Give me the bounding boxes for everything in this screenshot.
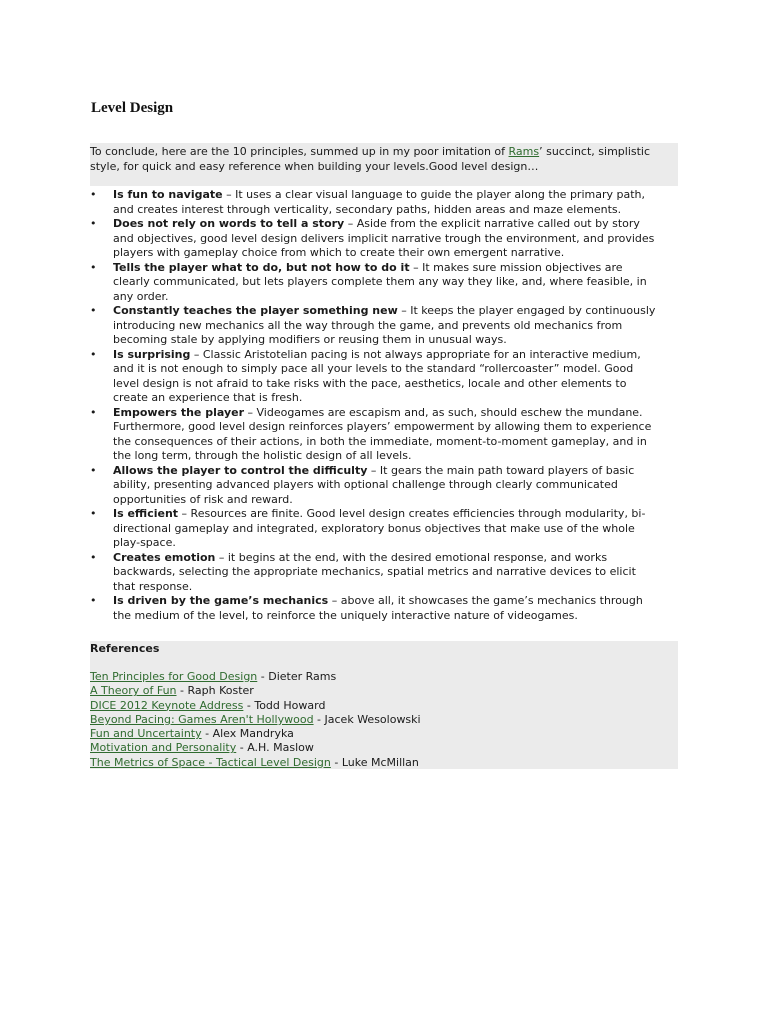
intro-text-before: To conclude, here are the 10 principles, summed up in my poor imitation of xyxy=(90,145,509,158)
rams-link[interactable]: Rams xyxy=(508,145,540,158)
reference-link[interactable]: Fun and Uncertainty xyxy=(90,727,202,741)
principle-title: Is efficient xyxy=(113,507,179,520)
principle-text: – Resources are finite. Good level design creates efficiencies through modularity, bi-directional gameplay and integrated, exploratory bonus objectives that make use of the whole play-space. xyxy=(113,507,646,549)
reference-author: - A.H. Maslow xyxy=(236,741,314,755)
bullet-icon: • xyxy=(90,304,97,317)
principle-text: – above all, it showcases the game’s mechanics through the medium of the level, to reinforce the uniquely interactive nature of videogames. xyxy=(113,594,643,622)
principle-title: Tells the player what to do, but not how to do it xyxy=(113,260,410,274)
bullet-icon: • xyxy=(90,463,97,477)
principle-text: – It gears the main path toward players of basic ability, presenting advanced players with optional challenge through clearly communicated opportunities of risk and reward. xyxy=(113,463,635,506)
reference-author: - Luke McMillan xyxy=(330,755,419,769)
principle-item xyxy=(90,260,656,305)
principle-item xyxy=(90,463,656,508)
references-heading: References xyxy=(90,642,160,655)
principles-list xyxy=(0,188,768,623)
principle-item xyxy=(90,217,656,261)
reference-item xyxy=(90,699,421,713)
principle-title: Is driven by the game’s mechanics xyxy=(113,594,329,607)
reference-author: - Raph Koster xyxy=(176,684,254,698)
bullet-icon: • xyxy=(90,405,97,419)
page-title: Level Design xyxy=(91,100,174,116)
principle-title: Allows the player to control the difficulty xyxy=(113,463,368,477)
intro-paragraph xyxy=(90,143,678,186)
reference-link[interactable]: A Theory of Fun xyxy=(90,684,177,698)
principle-title: Constantly teaches the player something new xyxy=(113,304,398,317)
reference-author: - Dieter Rams xyxy=(257,670,337,683)
principle-item xyxy=(90,594,656,623)
principle-title: Is fun to navigate xyxy=(113,188,223,201)
references-section xyxy=(90,641,678,769)
principle-text: – It uses a clear visual language to guide the player along the primary path, and creates interest through verticality, secondary paths, hidden areas and maze elements. xyxy=(113,188,645,216)
reference-author: - Todd Howard xyxy=(243,698,326,712)
reference-author: - Alex Mandryka xyxy=(201,727,294,741)
principle-title: Is surprising xyxy=(113,347,191,361)
principle-item xyxy=(90,507,656,551)
reference-link[interactable]: Motivation and Personality xyxy=(90,741,237,755)
bullet-icon: • xyxy=(90,260,97,274)
principle-text: – Videogames are escapism and, as such, should eschew the mundane. Furthermore, good level design reinforces players’ empowerment by allowing them to experience the consequences of their actions, in both the immediate, moment-to-moment gameplay, and in the long term, through the holistic design of all levels. xyxy=(113,405,652,462)
bullet-icon: • xyxy=(90,188,97,201)
bullet-icon: • xyxy=(90,594,97,607)
principle-text: – it begins at the end, with the desired emotional response, and works backwards, selecting the appropriate mechanics, spatial metrics and narrative devices to elicit that response. xyxy=(113,550,636,593)
principle-title: Creates emotion xyxy=(113,550,216,564)
principle-item xyxy=(90,405,656,464)
principle-item xyxy=(90,304,656,348)
reference-link[interactable]: The Metrics of Space - Tactical Level Design xyxy=(90,755,331,769)
principle-text: – Classic Aristotelian pacing is not always appropriate for an interactive medium, and it is not enough to simply pace all your levels to the standard “rollercoaster” model. Good level design is not afraid to take risks with the pace, aesthetics, locale and other elements to create an experience that is fresh. xyxy=(113,347,641,404)
reference-link[interactable]: Beyond Pacing: Games Aren't Hollywood xyxy=(90,712,314,726)
reference-item xyxy=(90,756,421,770)
reference-item xyxy=(90,713,421,727)
principle-text: – Aside from the explicit narrative called out by story and objectives, good level design delivers implicit narrative trough the environment, and provides players with gameplay choice from which to create their own emergent narrative. xyxy=(113,217,655,259)
reference-item xyxy=(90,684,421,698)
bullet-icon: • xyxy=(90,550,97,564)
reference-author: - Jacek Wesolowski xyxy=(313,712,421,726)
bullet-icon: • xyxy=(90,217,97,230)
principle-item xyxy=(90,347,656,406)
principle-text: – It keeps the player engaged by continuously introducing new mechanics all the way through the game, and prevents old mechanics from becoming stale by applying modifiers or reusing them in unusual ways. xyxy=(113,304,656,346)
references-list xyxy=(90,670,421,770)
reference-link[interactable]: DICE 2012 Keynote Address xyxy=(90,698,244,712)
reference-item xyxy=(90,727,421,741)
principle-title: Does not rely on words to tell a story xyxy=(113,217,345,230)
intro-text-after: ’ succinct, simplistic style, for quick and easy reference when building your levels.Good level design… xyxy=(90,145,651,173)
principle-item xyxy=(90,550,656,595)
reference-link[interactable]: Ten Principles for Good Design xyxy=(90,670,258,683)
principle-title: Empowers the player xyxy=(113,405,244,419)
principle-item xyxy=(90,188,656,217)
reference-item xyxy=(90,741,421,755)
principle-text: – It makes sure mission objectives are clearly communicated, but lets players complete them any way they like, and, where feasible, in any order. xyxy=(113,260,647,303)
bullet-icon: • xyxy=(90,507,97,520)
reference-item xyxy=(90,670,421,684)
bullet-icon: • xyxy=(90,347,97,361)
